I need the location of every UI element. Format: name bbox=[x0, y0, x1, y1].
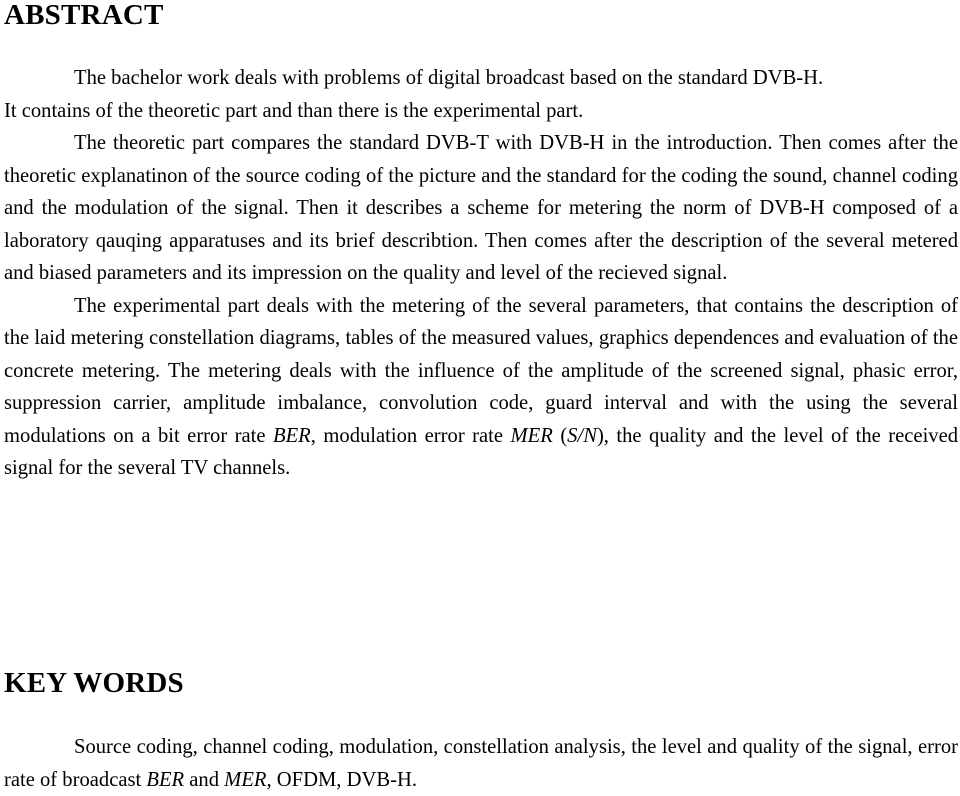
keywords-mer-term: MER bbox=[224, 768, 267, 791]
keywords-paragraph bbox=[4, 731, 958, 796]
mer-term: MER bbox=[510, 424, 553, 447]
keywords-ber-term: BER bbox=[146, 768, 185, 791]
sn-term: S/N bbox=[567, 424, 597, 447]
ber-term: BER bbox=[273, 424, 311, 447]
keywords-body bbox=[4, 731, 958, 796]
abstract-heading: ABSTRACT bbox=[4, 0, 164, 31]
abstract-experimental-text-3: ), the quality and the level of the received signal for the several TV channels. bbox=[4, 424, 959, 479]
abstract-line-1: The bachelor work deals with problems of digital broadcast based on the standard DVB-H. bbox=[74, 67, 824, 89]
abstract-experimental-text: The experimental part deals with the metering of the several parameters, that contains the description of the laid metering constellation diagrams, tables of the measured values, graphics dependences and evaluation of the concrete metering. The metering deals with the influence of the amplitude of the screened signal, phasic error, suppression carrier, amplitude imbalance, convolution code, guard interval and with the using the several modulations on a bit error rate bbox=[4, 294, 958, 447]
abstract-paragraph-2 bbox=[4, 127, 958, 290]
abstract-theoretic-text: The theoretic part compares the standard DVB-T with DVB-H in the introduction. Then comes after the theoretic explanatinon of the source coding of the picture and the standard for the coding the sound, channel coding and the modulation of the signal. Then it describes a scheme for metering the norm of DVB-H composed of a laboratory qauqing apparatuses and its brief describtion. Then comes after the description of the several metered and biased parameters and its impression on the quality and level of the recieved signal. bbox=[4, 132, 958, 284]
abstract-line-2: It contains of the theoretic part and than there is the experimental part. bbox=[4, 99, 584, 122]
keywords-text-end: , OFDM, DVB-H. bbox=[266, 768, 417, 791]
abstract-body bbox=[4, 62, 958, 485]
abstract-experimental-text-2: , modulation error rate bbox=[310, 424, 504, 447]
keywords-heading: KEY WORDS bbox=[4, 667, 184, 699]
open-paren: ( bbox=[560, 424, 568, 447]
abstract-paragraph-1 bbox=[4, 62, 958, 95]
abstract-paragraph-1-continued bbox=[4, 95, 958, 128]
keywords-text: Source coding, channel coding, modulation, constellation analysis, the level and quality of the signal, error rate of broadcast bbox=[4, 736, 958, 791]
abstract-paragraph-3 bbox=[4, 290, 958, 485]
keywords-and: and bbox=[189, 768, 220, 791]
